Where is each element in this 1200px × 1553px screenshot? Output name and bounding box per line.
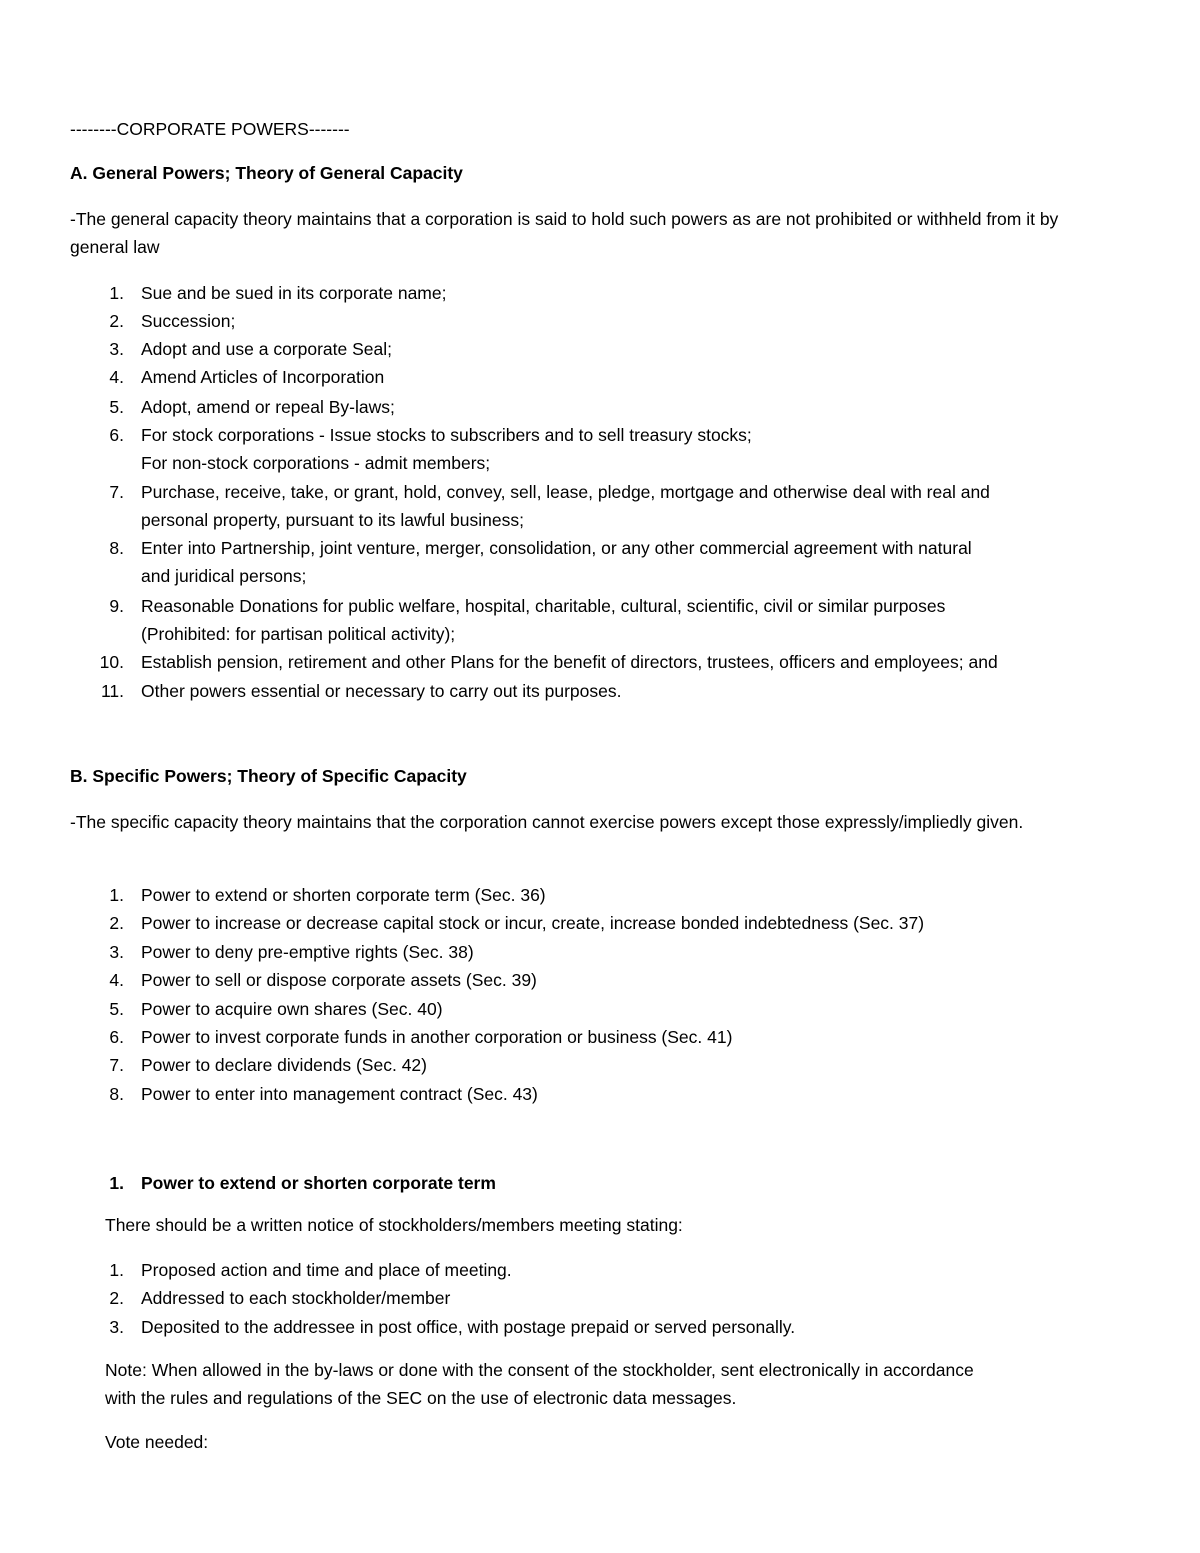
list-text: Adopt and use a corporate Seal; [141, 339, 393, 359]
list-text: Enter into Partnership, joint venture, merger, consolidation, or any other commercial agreement with natural [141, 538, 972, 558]
note-line: Note: When allowed in the by-laws or done with the consent of the stockholder, sent electronically in accordance [105, 1360, 974, 1380]
list-text: Amend Articles of Incorporation [141, 367, 385, 387]
list-text: Power to invest corporate funds in another corporation or business (Sec. 41) [141, 1027, 733, 1047]
list-number: 1. [109, 885, 124, 905]
section-c-intro: There should be a written notice of stockholders/members meeting stating: [105, 1215, 683, 1235]
vote-needed-label: Vote needed: [105, 1432, 209, 1452]
list-text: Deposited to the addressee in post office, with postage prepaid or served personally. [141, 1317, 796, 1337]
list-text: Succession; [141, 311, 236, 331]
list-number: 10. [99, 652, 124, 672]
list-number: 4. [109, 367, 124, 387]
list-text: For stock corporations - Issue stocks to subscribers and to sell treasury stocks; [141, 425, 752, 445]
list-text: (Prohibited: for partisan political activity); [141, 624, 456, 644]
list-number: 3. [109, 1317, 124, 1337]
list-number: 11. [100, 681, 124, 701]
list-text: For non-stock corporations - admit members; [141, 453, 491, 473]
list-number: 2. [109, 311, 124, 331]
list-text: and juridical persons; [141, 566, 307, 586]
list-number: 1. [109, 1260, 124, 1280]
list-number: 5. [109, 397, 124, 417]
list-text: Addressed to each stockholder/member [141, 1288, 451, 1308]
document-title: --------CORPORATE POWERS------- [70, 119, 350, 139]
note-line: with the rules and regulations of the SEC on the use of electronic data messages. [105, 1388, 737, 1408]
list-number: 2. [109, 1288, 124, 1308]
list-text: Power to enter into management contract (Sec. 43) [141, 1084, 538, 1104]
list-text: Adopt, amend or repeal By-laws; [141, 397, 395, 417]
list-number: 8. [109, 1084, 124, 1104]
list-number: 2. [109, 913, 124, 933]
list-text: Power to deny pre-emptive rights (Sec. 38) [141, 942, 474, 962]
list-text: Power to extend or shorten corporate term (Sec. 36) [141, 885, 546, 905]
list-text: Establish pension, retirement and other Plans for the benefit of directors, trustees, officers and employees; and [141, 652, 998, 672]
heading-number: 1. [109, 1173, 124, 1193]
section-b-intro: -The specific capacity theory maintains that the corporation cannot exercise powers except those expressly/impliedly given. [70, 812, 1024, 832]
list-number: 6. [109, 425, 124, 445]
section-a-heading: A. General Powers; Theory of General Capacity [70, 163, 463, 183]
list-text: Purchase, receive, take, or grant, hold, convey, sell, lease, pledge, mortgage and otherwise deal with real and [141, 482, 990, 502]
list-text: Reasonable Donations for public welfare, hospital, charitable, cultural, scientific, civil or similar purposes [141, 596, 946, 616]
heading-text: Power to extend or shorten corporate term [141, 1173, 496, 1193]
list-text: personal property, pursuant to its lawful business; [141, 510, 524, 530]
list-number: 3. [109, 942, 124, 962]
list-number: 7. [109, 1055, 124, 1075]
section-b-heading: B. Specific Powers; Theory of Specific Capacity [70, 766, 467, 786]
list-number: 6. [109, 1027, 124, 1047]
list-text: Sue and be sued in its corporate name; [141, 283, 447, 303]
list-text: Proposed action and time and place of meeting. [141, 1260, 512, 1280]
list-number: 4. [109, 970, 124, 990]
list-text: Power to declare dividends (Sec. 42) [141, 1055, 427, 1075]
list-number: 1. [109, 283, 124, 303]
list-text: Power to acquire own shares (Sec. 40) [141, 999, 443, 1019]
list-number: 3. [109, 339, 124, 359]
list-text: Power to sell or dispose corporate assets (Sec. 39) [141, 970, 537, 990]
list-number: 5. [109, 999, 124, 1019]
list-number: 8. [109, 538, 124, 558]
list-number: 9. [109, 596, 124, 616]
section-a-intro: -The general capacity theory maintains that a corporation is said to hold such powers as are not prohibited or withheld from it by general law [70, 209, 1059, 257]
list-number: 7. [109, 482, 124, 502]
list-text: Power to increase or decrease capital stock or incur, create, increase bonded indebtedness (Sec. 37) [141, 913, 925, 933]
list-text: Other powers essential or necessary to carry out its purposes. [141, 681, 622, 701]
